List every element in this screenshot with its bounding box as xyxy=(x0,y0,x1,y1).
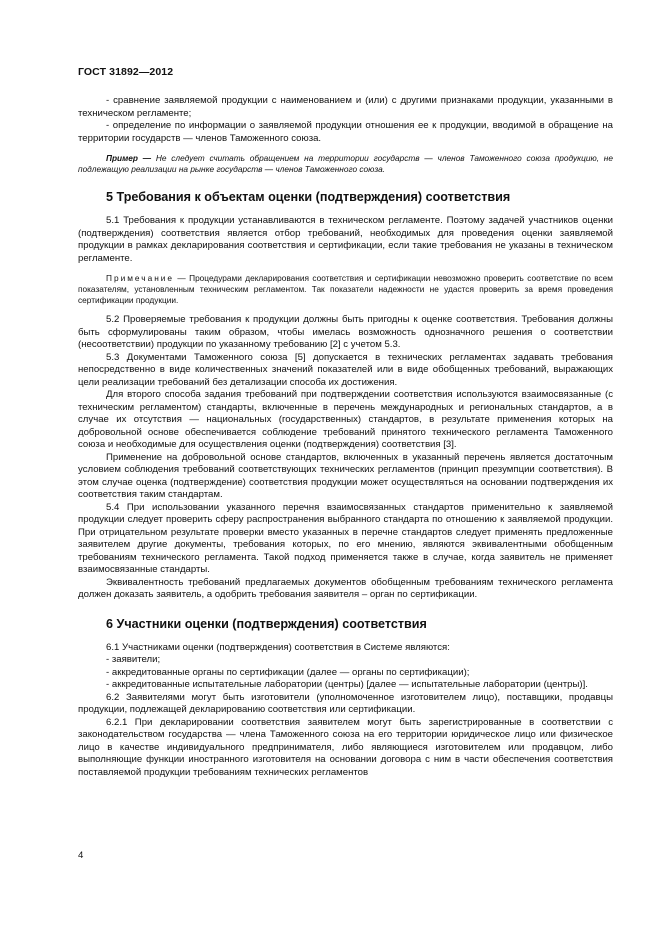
paragraph-5-3-b: Для второго способа задания требований при подтверждении соответствия используются взаимосвязанные (с техническим регламентом) стандарты, включенные в перечень международных и региональных стандартов, а в случае их отсутствия — национальных (государственных) стандартов, в результате применения которых на добровольной основе обеспечивается соблюдение требований принятого технического регламента Таможенного союза и необходимые для осуществления оценки (подтверждения) соответствия [3]. xyxy=(78,389,613,450)
section-5-note xyxy=(78,273,613,306)
note-text: — Процедурами декларирования соответствия и сертификации невозможно проверить соответствие по всем показателям, установленным техническим регламентом. Так показатели надежности не удастся проверить за время проведения сертификации продукции. xyxy=(78,273,613,305)
page-content xyxy=(78,95,613,779)
participants-list-item: - аккредитованные органы по сертификации (далее — органы по сертификации); xyxy=(106,666,470,678)
section-6-heading: 6 Участники оценки (подтверждения) соответствия xyxy=(106,616,427,631)
paragraph-5-3-c: Применение на добровольной основе стандартов, включенных в указанный перечень является достаточным условием соблюдения требований соответствующих технических регламентов (принцип презумпции соответствия). В этом случае оценка (подтверждение) соответствия продукции может осуществляться на основании подтверждения их соответствия таким стандартам. xyxy=(78,451,613,500)
paragraph-6-2: 6.2 Заявителями могут быть изготовители (уполномоченное изготовителем лицо), поставщики, продавцы продукции, подлежащей декларированию соответствия или сертификации. xyxy=(78,691,613,715)
page-number: 4 xyxy=(78,850,84,861)
example-text: Не следует считать обращением на территории государств — членов Таможенного союза продукцию, не подлежащую реализации на рынке государств — членов Таможенного союза. xyxy=(78,153,613,174)
intro-list-item: - сравнение заявляемой продукции с наименованием и (или) с другими признаками продукции, указанными в техническом регламенте; xyxy=(78,95,613,119)
paragraph-5-4: 5.4 При использовании указанного перечня взаимосвязанных стандартов применительно к заявляемой продукции следует проверить сферу распространения выбранного стандарта по отношению к заявляемой продукции. При отрицательном результате проверки вместо указанных в перечне стандартов следует применять предложенные заявителем другие документы, требования которых, по его мнению, являются эквивалентными обобщенным требованиям технического регламента. Такой подход применяется также в случае, когда заявитель не применяет взаимосвязанные стандарты. xyxy=(78,501,613,575)
paragraph-6-1: 6.1 Участниками оценки (подтверждения) соответствия в Системе являются: xyxy=(106,641,450,653)
intro-list-item: - определение по информации о заявляемой продукции отношения ее к продукции, вводимой в обращение на территории государств — членов Таможенного союза. xyxy=(78,120,613,144)
example-label: Пример — xyxy=(106,153,152,163)
paragraph-6-2-1: 6.2.1 При декларировании соответствия заявителем могут быть зарегистрированные в соответствии с законодательством государства — члена Таможенного союза на его территории юридическое лицо или физическое лицо в качестве индивидуального предпринимателя, либо являющиеся изготовителем или продавцом, либо выполняющие функции иностранного изготовителя на основании договора с ним в части обеспечения соответствия поставляемой продукции требованиям технических регламентов xyxy=(78,716,613,778)
document-code-header: ГОСТ 31892—2012 xyxy=(78,66,174,78)
paragraph-5-4-b: Эквивалентность требований предлагаемых документов обобщенным требованиям технического регламента должен доказать заявитель, а одобрить требования заявителя – орган по сертификации. xyxy=(78,576,613,600)
participants-list-item: - аккредитованные испытательные лаборатории (центры) [далее — испытательные лаборатории (центры)]. xyxy=(106,679,588,690)
participants-list-item: - заявители; xyxy=(106,654,161,665)
paragraph-5-3: 5.3 Документами Таможенного союза [5] допускается в технических регламентах задавать требования непосредственно в виде количественных значений показателей или в виде обобщенных требований, выражающих цели реализации требований без детализации способа их достижения. xyxy=(78,351,613,388)
paragraph-5-2: 5.2 Проверяемые требования к продукции должны быть пригодны к оценке соответствия. Требования должны быть сформулированы таким образом, чтобы имелась возможность однозначного решения о соответствии (несоответствии) продукции по указанному требованию [2] с учетом 5.3. xyxy=(78,314,613,350)
example-note xyxy=(78,153,613,175)
note-label: Примечание xyxy=(106,273,175,283)
paragraph-5-1: 5.1 Требования к продукции устанавливаются в техническом регламенте. Поэтому задачей участников оценки (подтверждения) соответствия является отбор требований, необходимых для проведения оценки заявляемой продукции в рамках декларирования соответствия и сертификации, если такие требования не указаны в техническом регламенте. xyxy=(78,215,613,264)
section-5-heading: 5 Требования к объектам оценки (подтверждения) соответствия xyxy=(106,190,511,204)
